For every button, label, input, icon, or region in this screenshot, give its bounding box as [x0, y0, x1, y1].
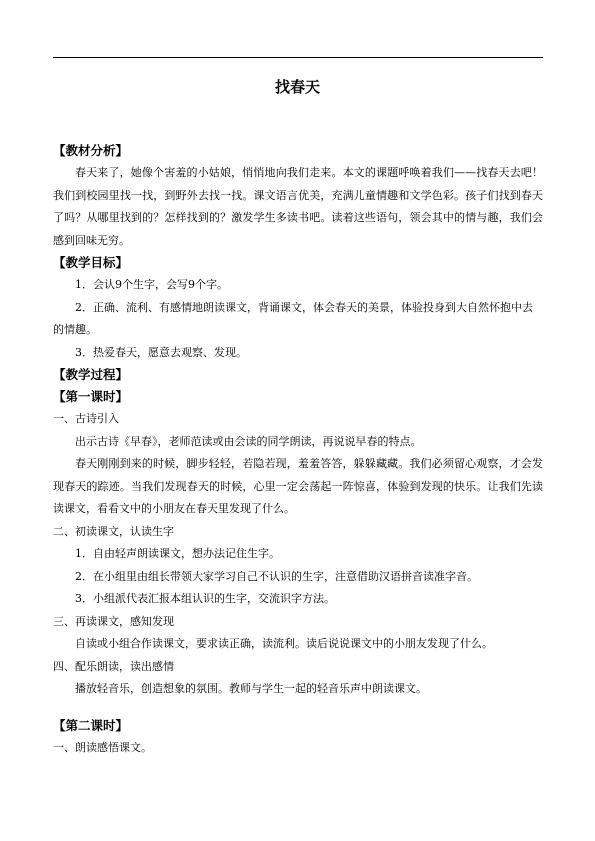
- section-title: 一、古诗引入: [53, 412, 119, 425]
- paragraph: 春天刚刚到来的时候，脚步轻轻，若隐若现，羞羞答答，躲躲藏藏。我们必须留心观察，才会发现春天的踪迹。当我们发现春天的时候，心里一定会荡起一阵惊喜，体验到发现的快乐。让我们先读读课文，看看文中的小朋友在春天里发现了什么。: [53, 457, 543, 515]
- document-body: [53, 140, 543, 759]
- goal-item: 1．会认9个生字，会写9个字。: [75, 278, 228, 291]
- list-item: 2．在小组里由组长带领大家学习自己不认识的生字，注意借助汉语拼音读准字音。: [75, 569, 478, 583]
- header-rule: [53, 57, 543, 58]
- section-title: 一、朗读感悟课文。: [53, 740, 152, 754]
- paragraph: 出示古诗《早春》，老师范读或由会读的同学朗读，再说说早春的特点。: [75, 434, 422, 448]
- spacer: [53, 701, 543, 715]
- list-item: 1．自由轻声朗读课文，想办法记住生字。: [75, 547, 280, 560]
- analysis-heading: 【教材分析】: [53, 143, 129, 158]
- goal-item: 3．热爱春天，愿意去观察、发现。: [75, 345, 247, 359]
- goals-heading: 【教学目标】: [53, 255, 129, 270]
- section-title: 四、配乐朗读，读出感情: [53, 659, 174, 673]
- lesson1-heading: 【第一课时】: [53, 389, 129, 404]
- section-title: 三、再读课文，感知发现: [53, 614, 174, 628]
- process-heading: 【教学过程】: [53, 367, 129, 382]
- paragraph: 播放轻音乐，创造想象的氛围。教师与学生一起的轻音乐声中朗读课文。: [75, 682, 427, 695]
- goal-item: 2．正确、流利、有感情地朗读课文，背诵课文，体会春天的美景，体验投身到大自然怀抱中去的情趣。: [53, 300, 533, 336]
- section-title: 二、初读课文，认读生字: [53, 524, 174, 538]
- paragraph: 自读或小组合作读课文，要求读正确，读流利。读后说说课文中的小朋友发现了什么。: [75, 637, 493, 650]
- lesson2-heading: 【第二课时】: [53, 717, 129, 733]
- page-title: 找春天: [274, 78, 320, 96]
- list-item: 3．小组派代表汇报本组认识的生字，交流识字方法。: [75, 592, 335, 605]
- analysis-paragraph: 春天来了，她像个害羞的小姑娘，悄悄地向我们走来。本文的课题呼唤着我们——找春天去吧！我们到校园里找一找，到野外去找一找。课文语言优美，充满儿童情趣和文学色彩。孩子们找到春天了吗？从哪里找到的？怎样找到的？激发学生多读书吧。读着这些语句，领会其中的情与趣，我们会感到回味无穷。: [53, 166, 543, 247]
